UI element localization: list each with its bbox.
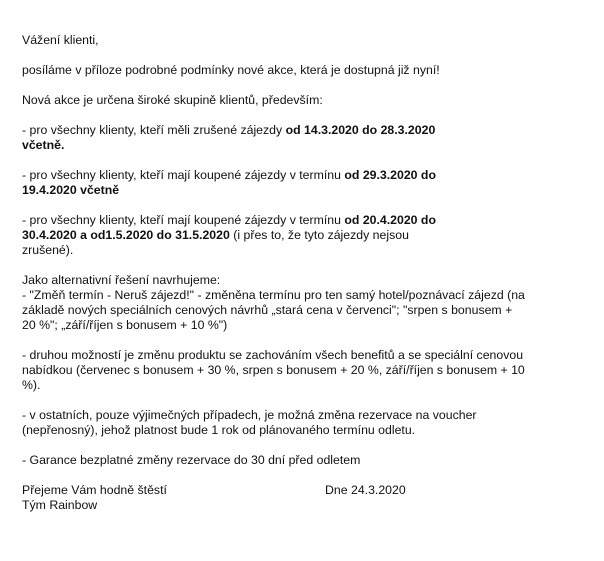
alternatives-line: - "Změň termín - Neruš zájezd!" - změněna termínu pro ten samý hotel/poznávací zájezd (na: [22, 288, 525, 302]
option-line: - druhou možností je změnu produktu se zachováním všech benefitů a se speciální cenovou: [22, 348, 524, 362]
bullet-text: - pro všechny klienty, kteří mají koupené zájezdy v termínu: [22, 168, 345, 182]
closing-wish: Přejeme Vám hodně štěstí: [22, 483, 167, 497]
bullet-date-range: od 14.3.2020 do 28.3.2020: [285, 123, 436, 137]
alternatives-section: [22, 273, 582, 333]
option-product-change: [22, 348, 582, 393]
intro-paragraph: posíláme v příloze podrobné podmínky nové akce, která je dostupná již nyní!: [22, 63, 440, 77]
closing-team: Tým Rainbow: [22, 498, 98, 512]
letter-body: [22, 33, 582, 513]
alternatives-heading: Jako alternativní řešení navrhujeme:: [22, 273, 221, 287]
audience-intro: Nová akce je určena široké skupině klientů, především:: [22, 93, 323, 107]
greeting: Vážení klienti,: [22, 33, 99, 47]
option-line: - v ostatních, pouze výjimečných případech, je možná změna rezervace na voucher: [22, 408, 477, 422]
closing-date: Dne 24.3.2020: [325, 483, 406, 497]
bullet-note: (i přes to, že tyto zájezdy nejsou: [229, 228, 409, 242]
bullet-text: - pro všechny klienty, kteří mají koupené zájezdy v termínu: [22, 213, 345, 227]
option-free-change: - Garance bezplatné změny rezervace do 30 dní před odletem: [22, 453, 361, 467]
bullet-date-range-end: 19.4.2020 včetně: [22, 183, 120, 197]
bullet-booked-trips-2: [22, 213, 582, 258]
bullet-date-range: od 29.3.2020 do: [344, 168, 436, 182]
option-line: (nepřenosný), jehož platnost bude 1 rok od plánovaného termínu odletu.: [22, 423, 416, 437]
alternatives-line: základě nových speciálních cenových návrhů „stará cena v červenci"; "srpen s bonusem +: [22, 303, 513, 317]
bullet-date-range-end: včetně.: [22, 138, 65, 152]
bullet-note-end: zrušené).: [22, 243, 74, 257]
bullet-cancelled-trips: [22, 123, 582, 153]
alternatives-line: 20 %"; „září/říjen s bonusem + 10 %"): [22, 318, 228, 332]
bullet-date-range-end: 30.4.2020 a od1.5.2020 do 31.5.2020: [22, 228, 230, 242]
bullet-text: - pro všechny klienty, kteří měli zrušené zájezdy: [22, 123, 286, 137]
bullet-booked-trips-1: [22, 168, 582, 198]
signature-block: [22, 483, 582, 513]
option-line: nabídkou (červenec s bonusem + 30 %, srpen s bonusem + 20 %, září/říjen s bonusem + 10: [22, 363, 525, 377]
option-line: %).: [22, 378, 41, 392]
option-voucher: [22, 408, 582, 438]
bullet-date-range: od 20.4.2020 do: [344, 213, 436, 227]
